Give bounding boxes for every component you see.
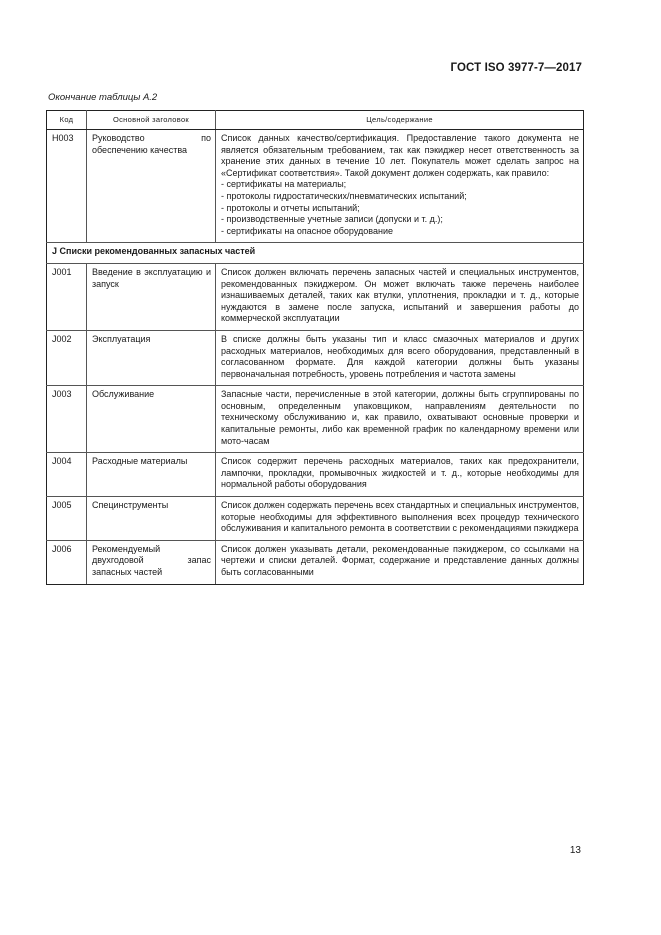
list-item: - протоколы и отчеты испытаний; bbox=[221, 202, 360, 213]
row-text: Список данных качество/сертификация. Предоставление такого документа не является обязательным требованием, так как пэкиджер несет ответственность за хранение этих данных в течение 10 лет. Покупатель может сделать запрос на «Сертификат соответствия». Такой документ должен содержать, как правило: bbox=[221, 133, 579, 178]
table-row bbox=[47, 386, 584, 453]
row-code: J001 bbox=[47, 263, 87, 330]
row-content: Список должен включать перечень запасных частей и специальных инструментов, рекомендованных пэкиджером. Он может включать также перечень наиболее изнашиваемых деталей, таких как втулки, уплотнения, прокладки и т. д., которые нуждаются в замене после запуска, испытаний и завершения работы до коммерческой эксплуатации bbox=[216, 263, 584, 330]
row-title: Расходные материалы bbox=[87, 453, 216, 497]
document-standard-header: ГОСТ ISO 3977-7—2017 bbox=[450, 62, 582, 74]
list-item: - сертификаты на опасное оборудование bbox=[221, 225, 393, 236]
column-header-title: Основной заголовок bbox=[87, 111, 216, 130]
table-row bbox=[47, 130, 584, 243]
page-number: 13 bbox=[569, 845, 581, 856]
row-code: J006 bbox=[47, 540, 87, 584]
table-row bbox=[47, 497, 584, 541]
row-title: Рекомендуемый двухгодовой запас запасных частей bbox=[87, 540, 216, 584]
row-code: J003 bbox=[47, 386, 87, 453]
column-header-content: Цель/содержание bbox=[216, 111, 584, 130]
row-code: J002 bbox=[47, 330, 87, 385]
row-code: J005 bbox=[47, 497, 87, 541]
table-row bbox=[47, 263, 584, 330]
row-content: Список должен содержать перечень всех стандартных и специальных инструментов, которые необходимы для эффективного выполнения всех процедур технического обслуживания и капитального ремонта в соответствии с рекомендациями пэкиджера bbox=[216, 497, 584, 541]
list-item: - производственные учетные записи (допуски и т. д.); bbox=[221, 214, 443, 225]
row-code: H003 bbox=[47, 130, 87, 243]
table-row bbox=[47, 453, 584, 497]
row-content: В списке должны быть указаны тип и класс смазочных материалов и других расходных материалов, необходимых для всего оборудования, представленный в согласованном формате. Для каждой категории должны быть указаны первоначальная потребность, уровень потребления и частота замены bbox=[216, 330, 584, 385]
row-code: J004 bbox=[47, 453, 87, 497]
row-content: Запасные части, перечисленные в этой категории, должны быть сгруппированы по основным, определенным упаковщиком, направлениям деятельности по техническому обслуживанию и, как правило, охватывают основные проверки и капитальные ремонты, либо как временной график по календарному времени или мото-часам bbox=[216, 386, 584, 453]
section-heading: J Списки рекомендованных запасных частей bbox=[47, 243, 584, 264]
table-header-row bbox=[47, 111, 584, 130]
row-content: Список должен указывать детали, рекомендованные пэкиджером, со ссылками на чертежи и списки деталей. Формат, содержание и представление данных должны быть согласованными bbox=[216, 540, 584, 584]
requirements-table bbox=[46, 110, 584, 585]
section-row bbox=[47, 243, 584, 264]
row-title: Руководство по обеспечению качества bbox=[87, 130, 216, 243]
row-title: Введение в эксплуатацию и запуск bbox=[87, 263, 216, 330]
row-content: Список содержит перечень расходных материалов, таких как предохранители, лампочки, прокладки, промывочных жидкостей и т. д., которые необходимы для нормальной работы оборудования bbox=[216, 453, 584, 497]
row-content bbox=[216, 130, 584, 243]
table-caption: Окончание таблицы А.2 bbox=[48, 92, 158, 103]
row-title: Обслуживание bbox=[87, 386, 216, 453]
column-header-code: Код bbox=[47, 111, 87, 130]
table-row bbox=[47, 330, 584, 385]
table-row bbox=[47, 540, 584, 584]
list-item: - сертификаты на материалы; bbox=[221, 179, 347, 190]
row-title: Специнструменты bbox=[87, 497, 216, 541]
row-title: Эксплуатация bbox=[87, 330, 216, 385]
list-item: - протоколы гидростатических/пневматических испытаний; bbox=[221, 190, 467, 201]
